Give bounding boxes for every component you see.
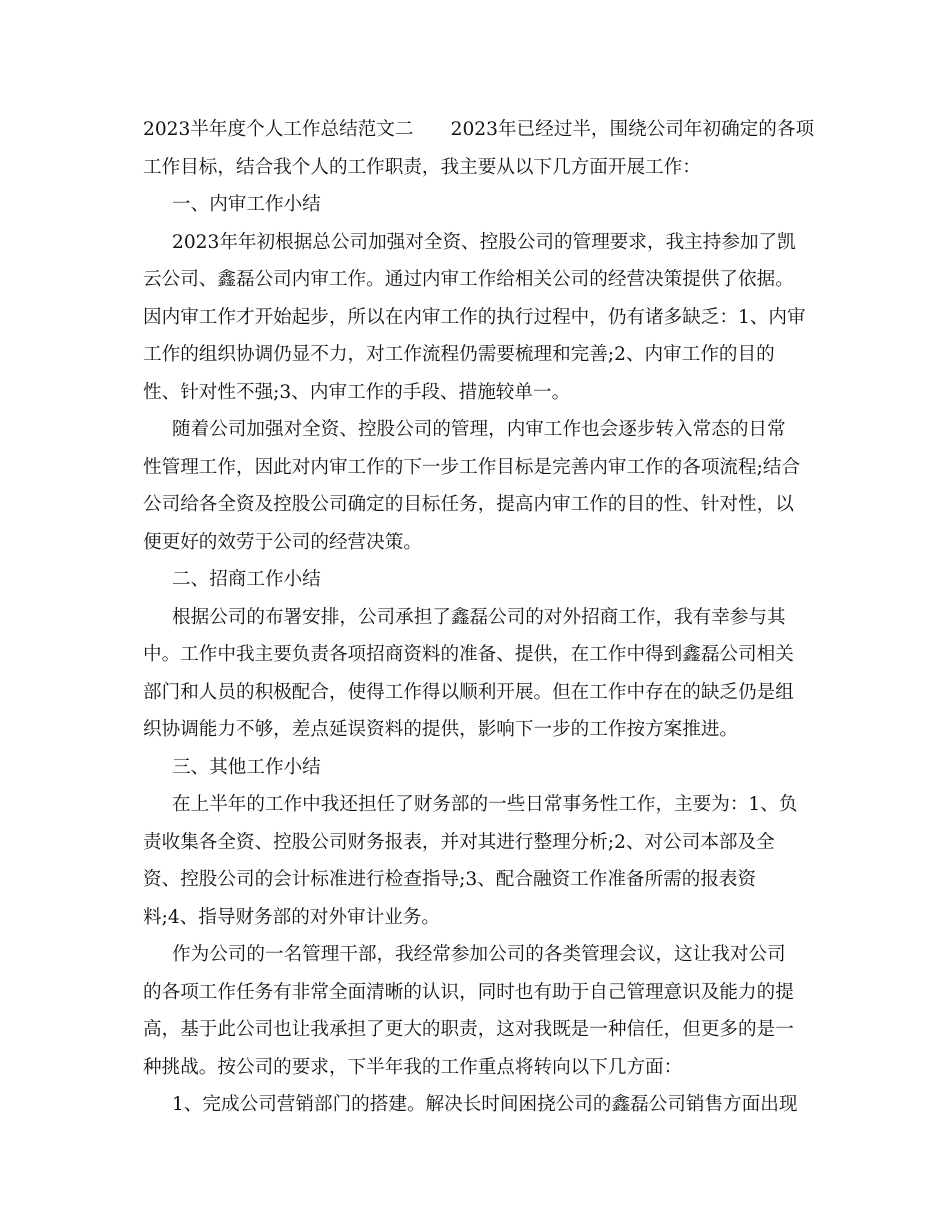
text-line: 一、内审工作小结: [172, 194, 321, 215]
text-line: 在上半年的工作中我还担任了财务部的一些日常事务性工作，主要为：1、负: [172, 794, 798, 815]
text-line: 中。工作中我主要负责各项招商资料的准备、提供，在工作中得到鑫磊公司相关: [143, 644, 794, 665]
text-line: 的各项工作任务有非常全面清晰的认识，同时也有助于自己管理意识及能力的提: [143, 981, 794, 1003]
text-line: 料;4、指导财务部的对外审计业务。: [143, 906, 441, 928]
text-line: 性管理工作，因此对内审工作的下一步工作目标是完善内审工作的各项流程;结合: [143, 456, 801, 478]
text-line: 公司给各全资及控股公司确定的目标任务，提高内审工作的目的性、针对性，以: [143, 494, 794, 515]
text-line: 根据公司的布署安排，公司承担了鑫磊公司的对外招商工作，我有幸参与其: [172, 606, 786, 628]
text-line: 责收集各全资、控股公司财务报表，并对其进行整理分析;2、对公司本部及全: [143, 831, 775, 853]
text-line: 高，基于此公司也让我承担了更大的职责，这对我既是一种信任，但更多的是一: [143, 1019, 794, 1040]
text-line: 便更好的效劳于公司的经营决策。: [143, 531, 422, 553]
text-line: 2023年年初根据总公司加强对全资、控股公司的管理要求，我主持参加了凯: [172, 231, 796, 253]
text-line: 工作目标，结合我个人的工作职责，我主要从以下几方面开展工作：: [143, 156, 701, 178]
text-line: 二、招商工作小结: [172, 569, 321, 590]
text-line: 部门和人员的积极配合，使得工作得以顺利开展。但在工作中存在的缺乏仍是组: [143, 681, 794, 703]
text-line: 因内审工作才开始起步，所以在内审工作的执行过程中，仍有诸多缺乏：1、内审: [143, 306, 806, 328]
text-line: 资、控股公司的会计标准进行检查指导;3、配合融资工作准备所需的报表资: [143, 869, 757, 890]
text-line: 三、其他工作小结: [172, 756, 321, 778]
text-line: 作为公司的一名管理干部，我经常参加公司的各类管理会议，这让我对公司: [172, 944, 786, 965]
text-line: 性、针对性不强;3、内审工作的手段、措施较单一。: [143, 381, 571, 403]
text-line: 种挑战。按公司的要求，下半年我的工作重点将转向以下几方面：: [143, 1056, 683, 1078]
text-line: 2023半年度个人工作总结范文二 2023年已经过半，围绕公司年初确定的各项: [143, 119, 815, 140]
text-line: 1、完成公司营销部门的搭建。解决长时间困挠公司的鑫磊公司销售方面出现: [172, 1094, 798, 1115]
text-line: 随着公司加强对全资、控股公司的管理，内审工作也会逐步转入常态的日常: [172, 419, 786, 440]
text-line: 云公司、鑫磊公司内审工作。通过内审工作给相关公司的经营决策提供了依据。: [143, 269, 794, 290]
text-line: 织协调能力不够，差点延误资料的提供，影响下一步的工作按方案推进。: [143, 719, 739, 740]
text-line: 工作的组织协调仍显不力，对工作流程仍需要梳理和完善;2、内审工作的目的: [143, 344, 775, 365]
